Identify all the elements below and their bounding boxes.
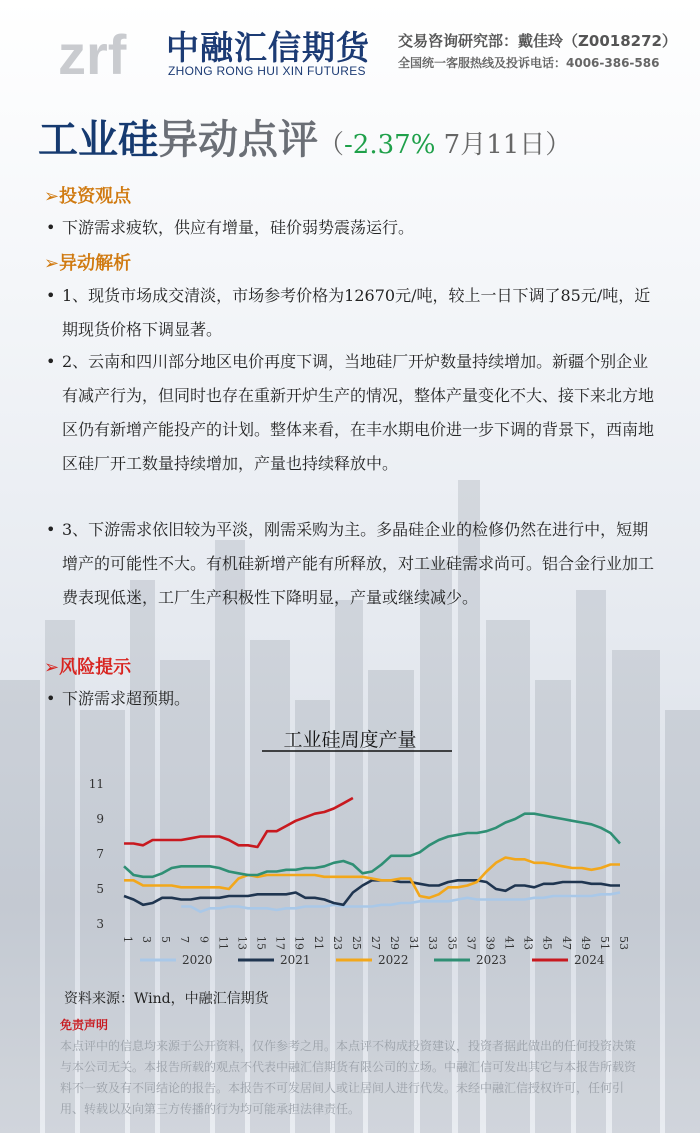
x-tick-label: 47 — [559, 936, 573, 950]
x-tick-label: 7 — [178, 936, 192, 943]
x-tick-label: 17 — [273, 936, 287, 950]
legend-label-2024: 2024 — [574, 953, 605, 967]
series-line-2024 — [124, 798, 353, 847]
x-tick-label: 25 — [349, 936, 363, 950]
title-date: 7月11日） — [435, 130, 572, 160]
hotline-contact: 全国统一客服热线及投诉电话：4006-386-586 — [398, 56, 660, 70]
header — [0, 0, 700, 92]
x-tick-label: 49 — [578, 936, 592, 950]
y-tick-label: 11 — [88, 777, 104, 791]
legend-label-2023: 2023 — [476, 953, 507, 967]
analysis-bullet-1 — [46, 279, 664, 347]
x-tick-label: 1 — [121, 936, 134, 943]
x-tick-label: 43 — [521, 936, 535, 950]
page-title — [38, 108, 571, 165]
risk-bullet — [46, 682, 664, 716]
x-tick-label: 39 — [483, 936, 497, 950]
bullet-dot: • — [46, 352, 56, 371]
series-line-2021 — [124, 880, 620, 905]
title-open-paren: （ — [318, 130, 345, 160]
analyst-contact: 交易咨询研究部：戴佳玲（Z0018272） — [398, 32, 677, 50]
x-tick-label: 19 — [292, 936, 306, 950]
analysis-bullet-2 — [46, 345, 664, 481]
bullet-dot: • — [46, 520, 56, 539]
logo-chinese-name: 中融汇信期货 — [166, 28, 370, 67]
analysis-text-3: 3、下游需求依旧较为平淡，刚需采购为主。多晶硅企业的检修仍然在进行中，短期增产的可能性不大。有机硅新增产能有所释放，对工业硅需求尚可。铝合金行业加工费表现低迷，工厂生产积极性下降明显，产量或继续减少。 — [62, 520, 655, 607]
x-tick-label: 51 — [597, 936, 611, 950]
y-tick-label: 9 — [96, 812, 104, 826]
view-heading: ➢投资观点 — [44, 186, 132, 207]
x-tick-label: 37 — [464, 936, 478, 950]
y-tick-label: 3 — [96, 917, 104, 931]
x-tick-label: 21 — [311, 936, 325, 950]
x-tick-label: 33 — [426, 936, 440, 950]
analysis-text-1: 1、现货市场成交清淡，市场参考价格为12670元/吨，较上一日下调了85元/吨，近期现货价格下调显著。 — [62, 286, 651, 339]
risk-text: 下游需求超预期。 — [62, 689, 191, 708]
logo-mark-text: zrf — [58, 23, 127, 80]
weekly-output-chart — [80, 722, 640, 984]
logo-mark-icon — [58, 14, 158, 80]
x-tick-label: 13 — [235, 936, 249, 950]
x-tick-label: 23 — [330, 936, 344, 950]
x-tick-label: 41 — [502, 936, 516, 950]
x-tick-label: 15 — [254, 936, 268, 950]
bullet-dot: • — [46, 218, 56, 237]
view-bullet — [46, 211, 664, 245]
x-tick-label: 5 — [159, 936, 173, 943]
title-product: 工业硅 — [38, 117, 158, 163]
title-change-percent: -2.37% — [344, 130, 436, 160]
risk-heading: ➢风险提示 — [44, 657, 132, 678]
bullet-dot: • — [46, 689, 56, 708]
view-text: 下游需求疲软，供应有增量，硅价弱势震荡运行。 — [62, 218, 415, 237]
x-tick-label: 11 — [216, 936, 230, 950]
data-source: 资料来源：Wind，中融汇信期货 — [64, 991, 269, 1007]
disclaimer-title: 免责声明 — [60, 1018, 109, 1032]
x-tick-label: 9 — [197, 936, 211, 943]
x-tick-label: 31 — [407, 936, 421, 950]
legend-label-2020: 2020 — [182, 953, 213, 967]
x-tick-label: 29 — [388, 936, 402, 950]
x-tick-label: 27 — [369, 936, 382, 950]
analysis-bullet-3 — [46, 513, 664, 615]
x-tick-label: 45 — [540, 936, 554, 950]
x-tick-label: 3 — [140, 936, 154, 943]
disclaimer-text: 本点评中的信息均来源于公开资料，仅作参考之用。本点评不构成投资建议，投资者据此做出的任何投资决策与本公司无关。本报告所载的观点不代表中融汇信期货有限公司的立场。中融汇信可发出其它与本报告所载资料不一致及有不同结论的报告。本报告不可发居间人或让居间人进行代发。未经中融汇信授权许可，任何引用、转载以及向第三方传播的行为均可能承担法律责任。 — [60, 1039, 637, 1116]
legend-label-2022: 2022 — [378, 953, 409, 967]
logo-english-name: ZHONG RONG HUI XIN FUTURES — [168, 64, 366, 78]
y-tick-label: 5 — [96, 882, 104, 896]
x-tick-label: 35 — [445, 936, 459, 950]
analysis-text-2: 2、云南和四川部分地区电价再度下调，当地硅厂开炉数量持续增加。新疆个别企业有减产行为，但同时也存在重新开炉生产的情况，整体产量变化不大、接下来北方地区仍有新增产能投产的计划。整体来看，在丰水期电价进一步下调的背景下，西南地区硅厂开工数量持续增加，产量也持续释放中。 — [62, 352, 655, 473]
title-topic: 异动点评 — [158, 117, 318, 163]
series-line-2022 — [124, 858, 620, 898]
series-line-2023 — [124, 814, 620, 877]
analysis-heading: ➢异动解析 — [44, 253, 132, 274]
y-tick-label: 7 — [96, 847, 104, 861]
x-tick-label: 53 — [617, 936, 630, 950]
chart-title: 工业硅周度产量 — [283, 729, 417, 751]
legend-label-2021: 2021 — [280, 953, 311, 967]
bullet-dot: • — [46, 286, 56, 305]
